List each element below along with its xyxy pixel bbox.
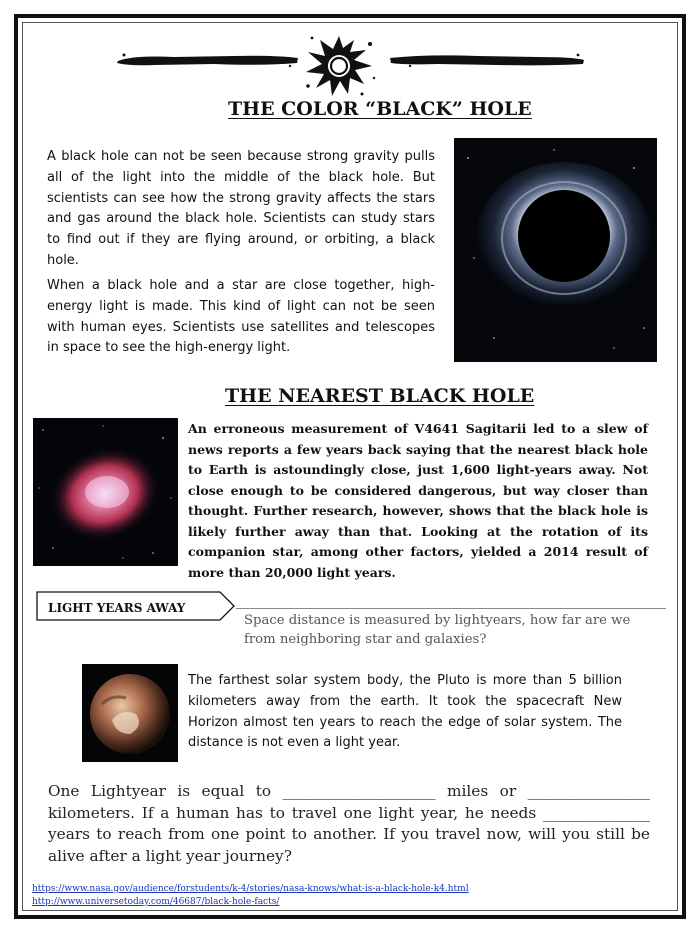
banner-divider xyxy=(236,608,666,609)
black-hole-photo xyxy=(454,138,657,362)
black-hole-visibility-paragraph: A black hole can not be seen because strong gravity pulls all of the light into the middle of the black hole. But scientists can see how the strong gravity affects the stars and gas around the black hole. Scientists can study stars to find out if they are flying around, or orbiting, a black hole. xyxy=(47,149,435,268)
section-title-color-black-hole: THE COLOR “BLACK” HOLE xyxy=(228,98,532,120)
universe-today-source-link[interactable]: http://www.universetoday.com/46687/black-hole-facts/ xyxy=(32,896,280,907)
nasa-source-link[interactable]: https://www.nasa.gov/audience/forstudents/k-4/stories/nasa-knows/what-is-a-black-hole-k4.html xyxy=(32,884,469,894)
ink-splatter-icon xyxy=(300,30,378,100)
left-ink-stroke xyxy=(114,52,300,68)
banner-question: Space distance is measured by lightyears, how far are we from neighboring star and galaxies? xyxy=(244,613,631,647)
right-ink-stroke xyxy=(388,52,586,68)
pluto-photo xyxy=(82,664,178,762)
nebula-photo xyxy=(33,418,178,566)
nearest-black-hole-paragraph: An erroneous measurement of V4641 Sagitarii led to a slew of news reports a few years back saying that the nearest black hole to Earth is astoundingly close, just 1,600 light-years away. Not close enough to be considered dangerous, but way closer than thought. Further research, however, shows that the black hole is likely further away than that. Looking at the rotation of its companion star, among other factors, yielded a 2014 result of more than 20,000 light years. xyxy=(188,421,648,580)
pluto-paragraph: The farthest solar system body, the Pluto is more than 5 billion kilometers away from the earth. It took the spacecraft New Horizon almost ten years to reach the edge of solar system. The distance is not even a light year. xyxy=(188,673,622,751)
banner-label: LIGHT YEARS AWAY xyxy=(48,601,186,615)
section-title-nearest-black-hole: THE NEAREST BLACK HOLE xyxy=(225,385,535,407)
lightyear-fill-in-question[interactable]: One Lightyear is equal to ____________________ miles or ________________ kilometers. If a human has to travel one light year, he needs ______________ years to reach from one point to another. If you travel now, will you still be alive after a light year journey? xyxy=(48,782,650,865)
source-links xyxy=(32,883,632,908)
high-energy-light-paragraph: When a black hole and a star are close together, high-energy light is made. This kind of light can not be seen with human eyes. Scientists use satellites and telescopes in space to see the high-energy light. xyxy=(47,278,435,356)
